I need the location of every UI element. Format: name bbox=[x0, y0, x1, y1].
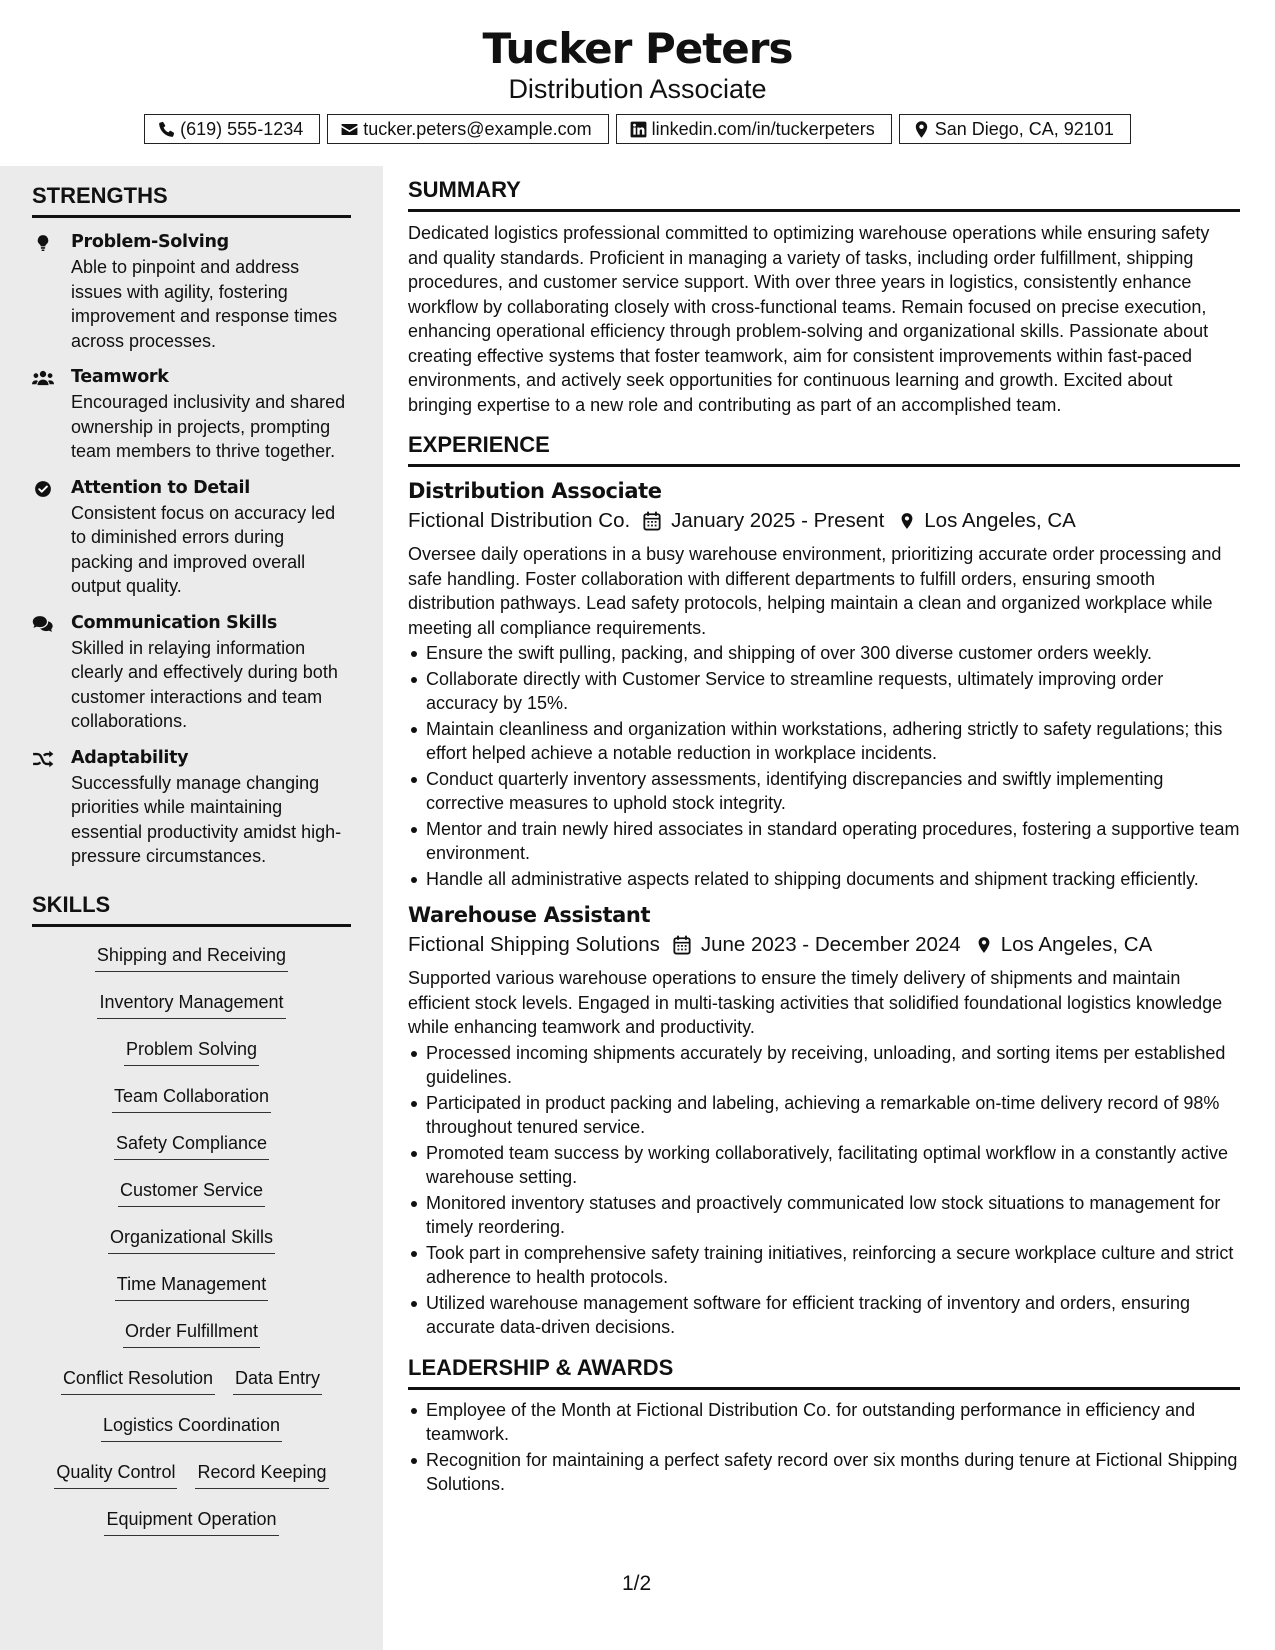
leadership-bullets bbox=[408, 1398, 1240, 1497]
contact-phone-text: (619) 555-1234 bbox=[180, 119, 304, 139]
strength-item bbox=[32, 230, 351, 353]
sidebar bbox=[0, 166, 383, 1650]
skill-tag: Inventory Management bbox=[97, 990, 285, 1019]
job-meta bbox=[408, 930, 1240, 960]
job-description: Supported various warehouse operations to ensure the timely delivery of shipments and maintain efficient stock levels. Engaged in multi-tasking activities that solidified foundational logistics knowledge while enhancing teamwork and productivity. bbox=[408, 968, 1223, 1037]
skill-tag: Quality Control bbox=[54, 1460, 177, 1489]
bullet-item: Employee of the Month at Fictional Distribution Co. for outstanding performance in efficiency and teamwork. bbox=[408, 1398, 1240, 1447]
skill-tag: Record Keeping bbox=[195, 1460, 328, 1489]
bullet-item: Processed incoming shipments accurately by receiving, unloading, and sorting items per established guidelines. bbox=[408, 1041, 1240, 1090]
contact-email[interactable] bbox=[327, 114, 608, 144]
job-description: Oversee daily operations in a busy warehouse environment, prioritizing accurate order processing and safe handling. Foster collaboration with different departments to fulfill orders, ensuring smooth distribution pathways. Lead safety protocols, helping maintain a clean and organized workplace while meeting all compliance requirements. bbox=[408, 544, 1222, 638]
job-location: Los Angeles, CA bbox=[924, 509, 1076, 532]
bullet-item: Handle all administrative aspects related to shipping documents and shipment tracking efficiently. bbox=[408, 867, 1240, 892]
bullet-item: Participated in product packing and labeling, achieving a remarkable on-time delivery record of 98% throughout tenured service. bbox=[408, 1091, 1240, 1140]
job-company: Fictional Distribution Co. bbox=[408, 509, 631, 532]
job-meta bbox=[408, 506, 1240, 536]
strength-desc: Consistent focus on accuracy led to diminished errors during packing and improved overall output quality. bbox=[71, 502, 336, 596]
bullet-item: Recognition for maintaining a perfect safety record over six months during tenure at Fictional Shipping Solutions. bbox=[408, 1448, 1240, 1497]
map-pin-icon bbox=[898, 511, 916, 531]
linkedin-icon bbox=[629, 120, 648, 139]
bullet-item: Took part in comprehensive safety training initiatives, reinforcing a secure workplace culture and strict adherence to health protocols. bbox=[408, 1241, 1240, 1290]
candidate-name: Tucker Peters bbox=[482, 24, 793, 73]
phone-icon bbox=[157, 120, 176, 139]
leadership-heading: LEADERSHIP & AWARDS bbox=[408, 1354, 1240, 1390]
strength-item bbox=[32, 476, 351, 599]
experience-heading: EXPERIENCE bbox=[408, 431, 1240, 467]
contact-linkedin-text: linkedin.com/in/tuckerpeters bbox=[651, 119, 875, 139]
map-pin-icon bbox=[912, 120, 931, 139]
bullet-item: Mentor and train newly hired associates in standard operating procedures, fostering a supportive team environment. bbox=[408, 817, 1240, 866]
job-dates: January 2025 - Present bbox=[671, 509, 885, 532]
bullet-item: Maintain cleanliness and organization within workstations, adhering strictly to safety regulations; this effort helped achieve a notable reduction in workplace incidents. bbox=[408, 717, 1240, 766]
strength-item bbox=[32, 365, 351, 464]
strength-desc: Encouraged inclusivity and shared ownership in projects, prompting team members to thrive together. bbox=[71, 392, 346, 461]
bullet-item: Conduct quarterly inventory assessments, identifying discrepancies and swiftly implementing corrective measures to uphold stock integrity. bbox=[408, 767, 1240, 816]
contact-phone[interactable] bbox=[144, 114, 320, 144]
strength-desc: Able to pinpoint and address issues with agility, fostering improvement and response times across processes. bbox=[71, 257, 338, 351]
skills-list bbox=[32, 943, 351, 1536]
strength-item bbox=[32, 611, 351, 734]
job-entry bbox=[408, 477, 1240, 891]
job-company: Fictional Shipping Solutions bbox=[408, 933, 660, 956]
bullet-item: Promoted team success by working collaboratively, facilitating optimal workflow in a constantly active warehouse setting. bbox=[408, 1141, 1240, 1190]
strength-title: Communication Skills bbox=[71, 612, 278, 633]
map-pin-icon bbox=[975, 935, 993, 955]
contact-bar bbox=[0, 114, 1275, 144]
strengths-heading: STRENGTHS bbox=[32, 182, 351, 218]
strength-title: Attention to Detail bbox=[71, 477, 250, 498]
calendar-icon bbox=[643, 511, 661, 531]
skill-tag: Equipment Operation bbox=[104, 1507, 278, 1536]
skill-tag: Conflict Resolution bbox=[61, 1366, 215, 1395]
lightbulb-icon bbox=[32, 234, 54, 252]
job-entry bbox=[408, 901, 1240, 1340]
bullet-item: Ensure the swift pulling, packing, and shipping of over 300 diverse customer orders weekly. bbox=[408, 641, 1240, 666]
strength-item bbox=[32, 746, 351, 869]
candidate-title: Distribution Associate bbox=[508, 74, 767, 104]
shuffle-icon bbox=[32, 750, 54, 768]
strength-title: Teamwork bbox=[71, 367, 169, 387]
bullet-item: Collaborate directly with Customer Service to streamline requests, ultimately improving order accuracy by 15%. bbox=[408, 667, 1240, 716]
bullet-item: Monitored inventory statuses and proactively communicated low stock situations to management for timely reordering. bbox=[408, 1191, 1240, 1240]
skill-tag: Safety Compliance bbox=[114, 1131, 269, 1160]
resume-header bbox=[0, 0, 1275, 166]
skill-tag: Time Management bbox=[115, 1272, 268, 1301]
strength-title: Problem-Solving bbox=[71, 232, 229, 252]
main-content bbox=[408, 176, 1240, 1498]
page-number: 1/2 bbox=[622, 1572, 652, 1595]
skill-tag: Logistics Coordination bbox=[101, 1413, 282, 1442]
strength-desc: Successfully manage changing priorities while maintaining essential productivity amidst high-pressure circumstances. bbox=[71, 772, 342, 866]
contact-email-text: tucker.peters@example.com bbox=[363, 119, 592, 139]
envelope-icon bbox=[340, 120, 359, 139]
skill-tag: Data Entry bbox=[233, 1366, 322, 1395]
summary-heading: SUMMARY bbox=[408, 176, 1240, 212]
chat-bubbles-icon bbox=[32, 615, 54, 633]
summary-text: Dedicated logistics professional committed to optimizing warehouse operations while ensuring safety and quality standards. Proficient in managing a variety of tasks, including order fulfillment, shipping procedures, and customer service support. With over three years in logistics, consistently enhance workflow by collaborating closely with cross-functional teams. Remain focused on precise execution, enhancing operational efficiency through problem-solving and organizational skills. Passionate about creating effective systems that foster teamwork, aim for consistent improvements within fast-paced environments, and actively seek opportunities for continuous learning and growth. Excited about bringing expertise to a new role and contributing as part of an accomplished team. bbox=[408, 223, 1210, 415]
skills-heading: SKILLS bbox=[32, 891, 351, 927]
job-location: Los Angeles, CA bbox=[1000, 933, 1153, 956]
check-circle-icon bbox=[32, 480, 54, 498]
skill-tag: Organizational Skills bbox=[108, 1225, 275, 1254]
skill-tag: Customer Service bbox=[118, 1178, 265, 1207]
skill-tag: Team Collaboration bbox=[112, 1084, 271, 1113]
skill-tag: Shipping and Receiving bbox=[95, 943, 288, 972]
job-bullets bbox=[408, 641, 1240, 891]
strength-desc: Skilled in relaying information clearly and effectively during both customer interactions and team collaborations. bbox=[71, 637, 338, 731]
contact-location bbox=[899, 114, 1131, 144]
bullet-item: Utilized warehouse management software for efficient tracking of inventory and orders, ensuring accurate data-driven decisions. bbox=[408, 1291, 1240, 1340]
skill-tag: Problem Solving bbox=[124, 1037, 259, 1066]
job-dates: June 2023 - December 2024 bbox=[700, 933, 961, 956]
job-bullets bbox=[408, 1041, 1240, 1340]
users-icon bbox=[32, 369, 54, 387]
job-title: Warehouse Assistant bbox=[408, 903, 651, 927]
contact-linkedin[interactable] bbox=[616, 114, 892, 144]
job-title: Distribution Associate bbox=[408, 479, 662, 503]
strength-title: Adaptability bbox=[71, 747, 189, 768]
contact-location-text: San Diego, CA, 92101 bbox=[934, 119, 1114, 139]
calendar-icon bbox=[673, 935, 691, 955]
skill-tag: Order Fulfillment bbox=[123, 1319, 260, 1348]
